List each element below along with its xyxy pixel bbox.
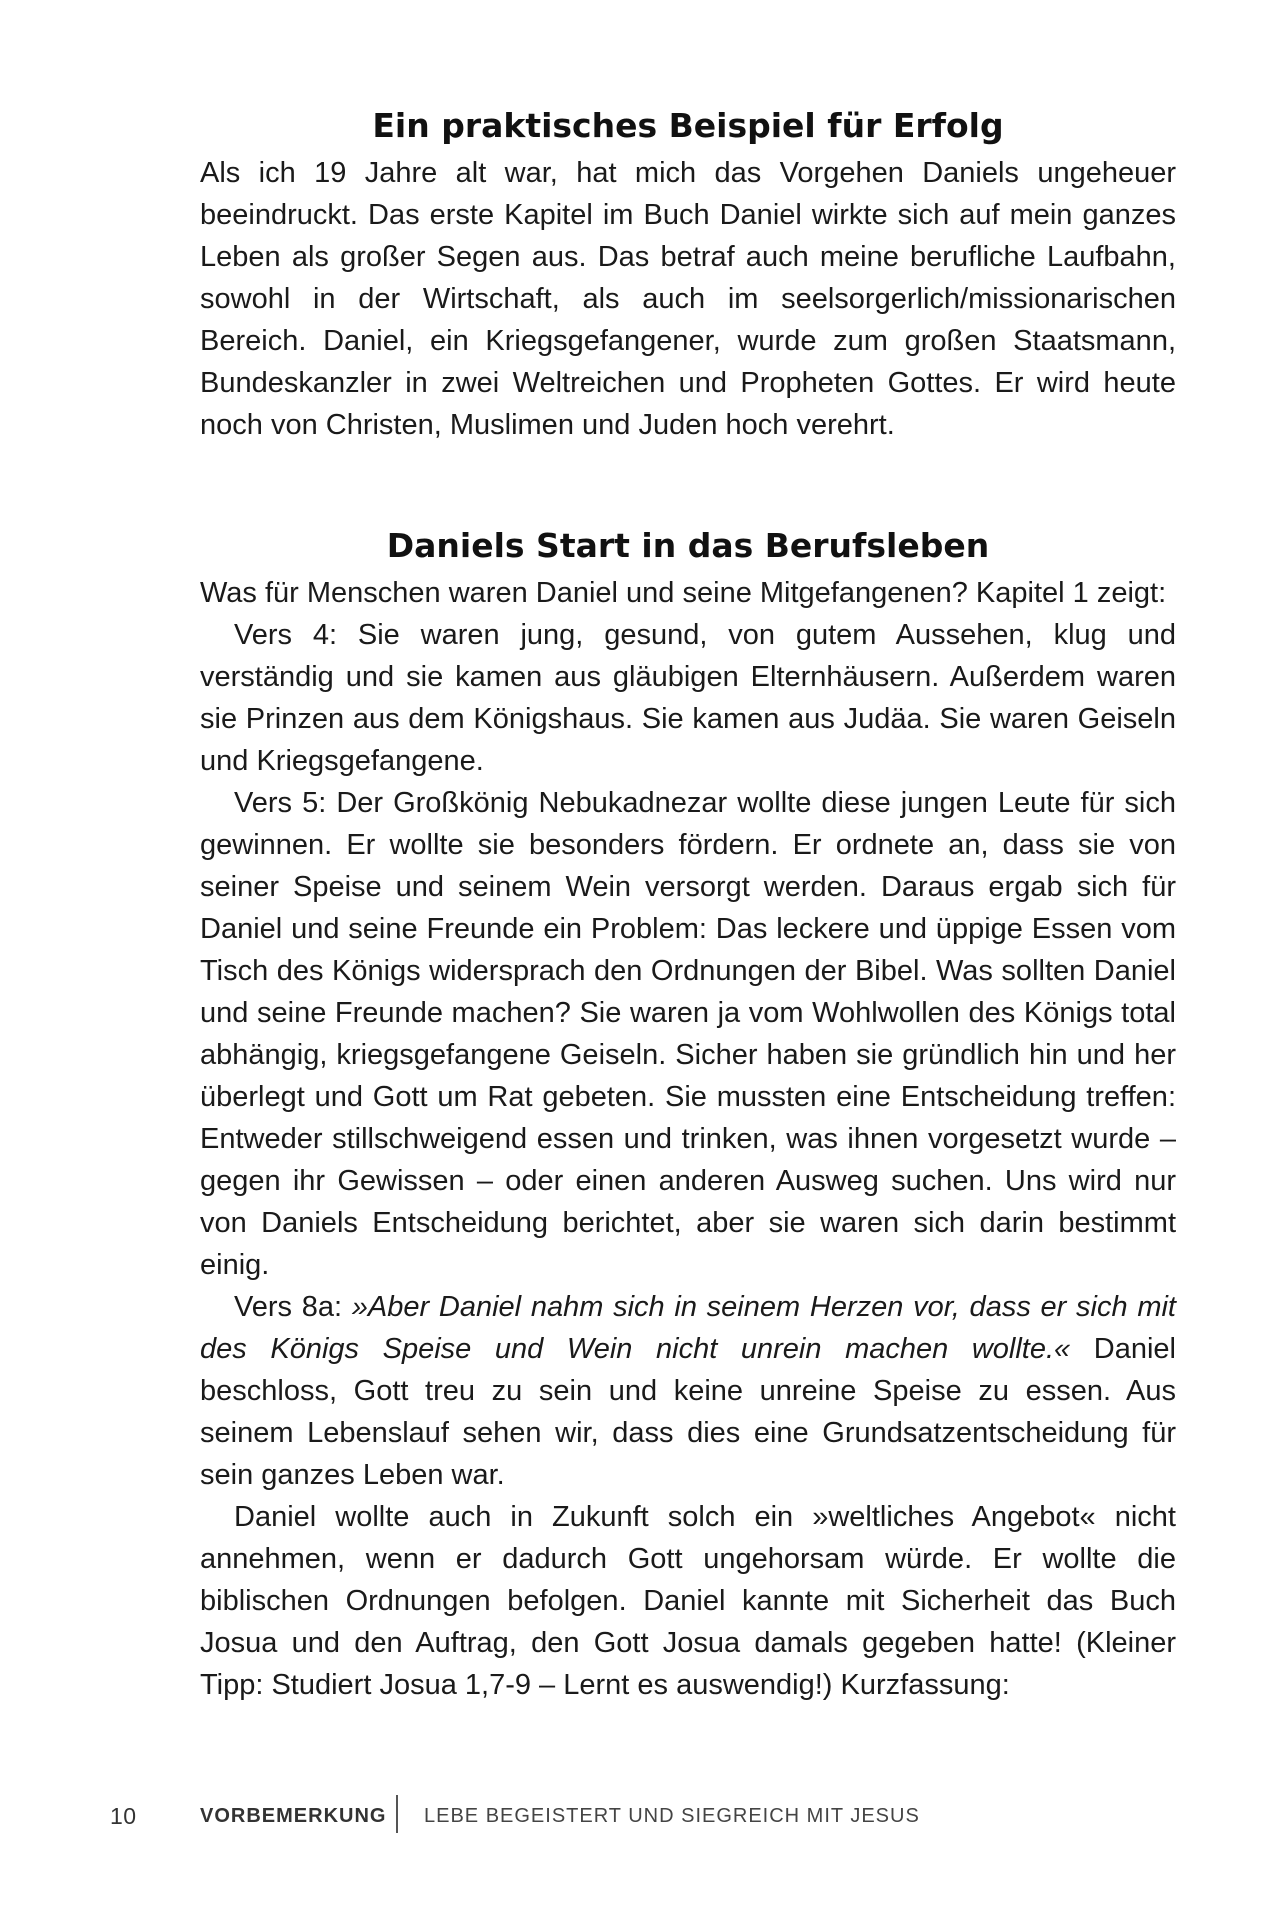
footer-divider: [396, 1795, 398, 1833]
verse-prefix: Vers 8a:: [234, 1291, 352, 1323]
section-erfolg: [200, 152, 1176, 446]
section-berufsleben: [200, 572, 1176, 1706]
section-heading-berufsleben: Daniels Start in das Berufsleben: [386, 526, 990, 565]
page-number: 10: [110, 1803, 137, 1829]
paragraph: Daniel wollte auch in Zukunft solch ein »weltliches Angebot« nicht annehmen, wenn er dadurch Gott ungehorsam würde. Er wollte die biblischen Ordnungen befolgen. Daniel kannte mit Sicherheit das Buch Josua und den Auftrag, den Gott Josua damals gegeben hatte! (Kleiner Tipp: Studiert Josua 1,7-9 – Lernt es auswendig!) Kurzfassung:: [200, 1501, 1176, 1701]
paragraph-vers-8a: [200, 1286, 1176, 1496]
page-footer: [0, 1803, 1280, 1843]
running-section-label: VORBEMERKUNG: [200, 1805, 387, 1827]
running-book-title: LEBE BEGEISTERT UND SIEGREICH MIT JESUS: [424, 1805, 920, 1827]
verse-commentary: Daniel beschloss, Gott treu zu sein und keine unreine Speise zu essen. Aus seinem Lebenslauf sehen wir, dass dies eine Grundsatzentscheidung für sein ganzes Leben war.: [200, 1333, 1176, 1491]
paragraph-vers-5: Vers 5: Der Großkönig Nebukadnezar wollte diese jungen Leute für sich gewinnen. Er wollte sie besonders fördern. Er ordnete an, dass sie von seiner Speise und seinem Wein versorgt werden. Daraus ergab sich für Daniel und seine Freunde ein Problem: Das leckere und üppige Essen vom Tisch des Königs widersprach den Ordnungen der Bibel. Was sollten Daniel und seine Freunde machen? Sie waren ja vom Wohlwollen des Königs total abhängig, kriegsgefangene Geiseln. Sicher haben sie gründlich hin und her überlegt und Gott um Rat gebeten. Sie mussten eine Entscheidung treffen: Entweder stillschweigend essen und trinken, was ihnen vorgesetzt wurde – gegen ihr Gewissen – oder einen anderen Ausweg suchen. Uns wird nur von Daniels Entscheidung berichtet, aber sie waren sich darin bestimmt einig.: [200, 787, 1176, 1281]
paragraph: Als ich 19 Jahre alt war, hat mich das Vorgehen Daniels ungeheuer beeindruckt. Das erste Kapitel im Buch Daniel wirkte sich auf mein ganzes Leben als großer Segen aus. Das betraf auch meine berufliche Laufbahn, sowohl in der Wirtschaft, als auch im seelsorgerlich/missionarischen Bereich. Daniel, ein Kriegsgefangener, wurde zum großen Staatsmann, Bundeskanzler in zwei Weltreichen und Propheten Gottes. Er wird heute noch von Christen, Muslimen und Juden hoch verehrt.: [200, 157, 1176, 441]
page-content: [200, 104, 1176, 1706]
bible-quote: »Aber Daniel nahm sich in seinem Herzen vor, dass er sich mit des Königs Speise und Wein nicht unrein machen wollte.«: [200, 1291, 1176, 1365]
paragraph-vers-4: Vers 4: Sie waren jung, gesund, von gutem Aussehen, klug und verständig und sie kamen aus gläubigen Elternhäusern. Außerdem waren sie Prinzen aus dem Königshaus. Sie kamen aus Judäa. Sie waren Geiseln und Kriegsgefangene.: [200, 619, 1176, 777]
section-heading-erfolg: Ein praktisches Beispiel für Erfolg: [372, 106, 1004, 145]
paragraph: Was für Menschen waren Daniel und seine Mitgefangenen? Kapitel 1 zeigt:: [200, 577, 1167, 609]
